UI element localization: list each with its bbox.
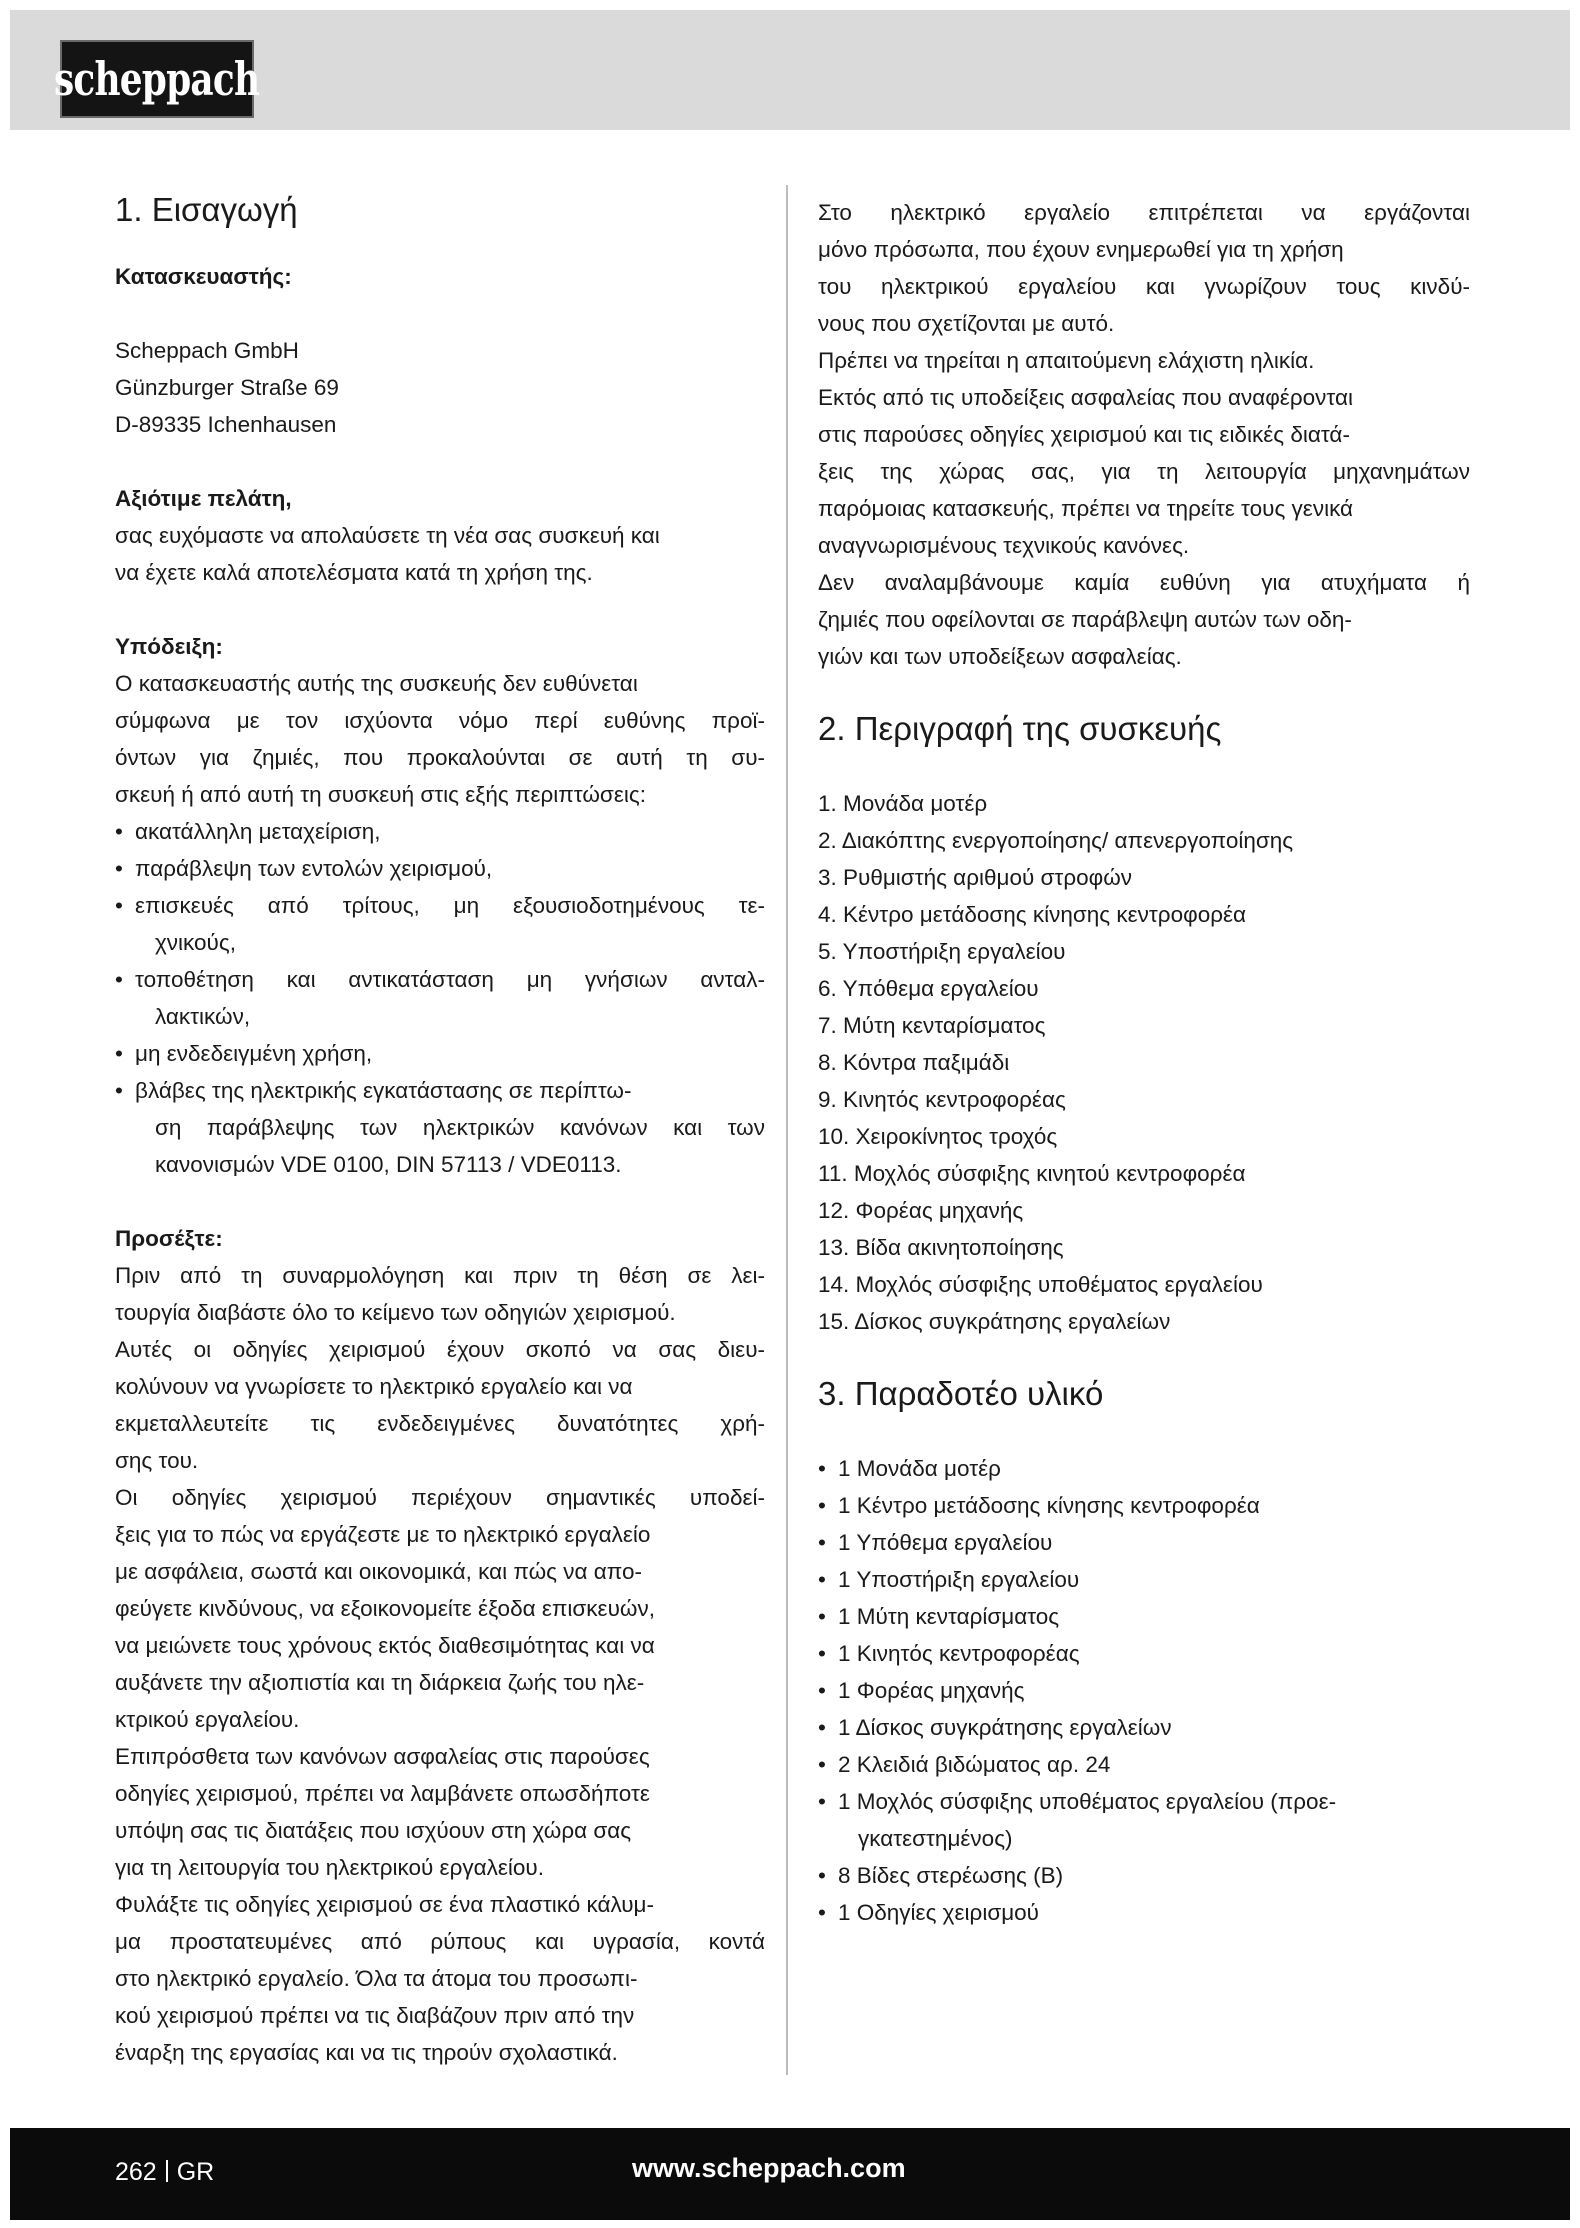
language-code: GR — [176, 2158, 215, 2186]
device-part-item: 15. Δίσκος συγκράτησης εργαλείων — [818, 1309, 1171, 1334]
delivery-item-text: 1 Μύτη κενταρίσματος — [838, 1604, 1060, 1629]
address-line: Günzburger Straße 69 — [115, 375, 339, 400]
note-bullet-text: βλάβες της ηλεκτρικής εγκατάστασης σε περίπτω- — [135, 1078, 632, 1103]
device-part-item: 8. Κόντρα παξιμάδι — [818, 1050, 1010, 1075]
delivery-item — [818, 1524, 1470, 1561]
note-bullet-text: κανονισμών VDE 0100, DIN 57113 / VDE0113. — [155, 1152, 622, 1177]
delivery-item-text: 8 Βίδες στερέωσης (B) — [838, 1863, 1064, 1888]
attention-text-line: Φυλάξτε τις οδηγίες χειρισμού σε ένα πλαστικό κάλυμ- — [115, 1892, 655, 1917]
delivery-item-text: 1 Κέντρο μετάδοσης κίνησης κεντροφορέα — [838, 1493, 1260, 1518]
note-bullet-item — [115, 1035, 765, 1072]
attention-heading: Προσέξτε: — [115, 1226, 223, 1251]
device-part-item: 10. Χειροκίνητος τροχός — [818, 1124, 1058, 1149]
attention-text-line: τουργία διαβάστε όλο το κείμενο των οδηγιών χειρισμού. — [115, 1300, 676, 1325]
attention-text-line: οδηγίες χειρισμού, πρέπει να λαμβάνετε οπωσδήποτε — [115, 1781, 650, 1806]
bullet-marker: • — [818, 1604, 826, 1629]
delivery-item — [818, 1783, 1470, 1857]
delivery-item — [818, 1635, 1470, 1672]
note-text-line: σύμφωνα με τον ισχύοντα νόμο περί ευθύνης προϊ- — [115, 708, 765, 733]
page-number: 262 — [115, 2158, 157, 2186]
delivery-item-text: 1 Μοχλός σύσφιξης υποθέματος εργαλείου (προε- — [838, 1789, 1337, 1814]
attention-text-line: εκμεταλλευτείτε τις ενδεδειγμένες δυνατότητες χρή- — [115, 1411, 765, 1436]
bullet-marker: • — [115, 1078, 123, 1103]
note-bullet-text: τοποθέτηση και αντικατάσταση μη γνήσιων ανταλ- — [135, 967, 765, 992]
customer-heading: Αξιότιμε πελάτη, — [115, 486, 292, 511]
address-line: Scheppach GmbH — [115, 338, 299, 363]
attention-text-line: Επιπρόσθετα των κανόνων ασφαλείας στις παρούσες — [115, 1744, 650, 1769]
attention-text-line: στο ηλεκτρικό εργαλείο. Όλα τα άτομα του προσωπι- — [115, 1966, 638, 1991]
bullet-marker: • — [115, 893, 123, 918]
bullet-marker: • — [818, 1789, 826, 1814]
delivery-item — [818, 1746, 1470, 1783]
delivery-item — [818, 1487, 1470, 1524]
intro-text-line: νους που σχετίζονται με αυτό. — [818, 311, 1115, 336]
attention-text-line: Αυτές οι οδηγίες χειρισμού έχουν σκοπό να σας διευ- — [115, 1337, 765, 1362]
intro-text-line: Εκτός από τις υποδείξεις ασφαλείας που αναφέρονται — [818, 385, 1353, 410]
device-part-item: 6. Υπόθεμα εργαλείου — [818, 976, 1039, 1001]
bullet-marker: • — [818, 1530, 826, 1555]
delivery-item — [818, 1450, 1470, 1487]
bullet-marker: • — [818, 1456, 826, 1481]
intro-text-line: γιών και των υποδείξεων ασφαλείας. — [818, 644, 1182, 669]
note-bullet-item — [115, 887, 765, 961]
device-part-item: 3. Ρυθμιστής αριθμού στροφών — [818, 865, 1133, 890]
note-bullet-item — [115, 813, 765, 850]
attention-text-line: αυξάνετε την αξιοπιστία και τη διάρκεια ζωής του ηλε- — [115, 1670, 645, 1695]
attention-text-line: να μειώνετε τους χρόνους εκτός διαθεσιμότητας και να — [115, 1633, 655, 1658]
note-bullet-text: παράβλεψη των εντολών χειρισμού, — [135, 856, 493, 881]
delivery-item-text: 2 Κλειδιά βιδώματος αρ. 24 — [838, 1752, 1111, 1777]
intro-text-line: Πρέπει να τηρείται η απαιτούμενη ελάχιστη ηλικία. — [818, 348, 1315, 373]
page-footer — [10, 2128, 1570, 2220]
delivery-item — [818, 1598, 1470, 1635]
left-column — [115, 190, 765, 2071]
column-divider — [786, 185, 788, 2075]
address-line: D-89335 Ichenhausen — [115, 412, 337, 437]
delivery-item — [818, 1561, 1470, 1598]
attention-text-line: Πριν από τη συναρμολόγηση και πριν τη θέση σε λει- — [115, 1263, 765, 1288]
note-bullet-text: επισκευές από τρίτους, μη εξουσιοδοτημένους τε- — [135, 893, 765, 918]
attention-text-line: υπόψη σας τις διατάξεις που ισχύουν στη χώρα σας — [115, 1818, 632, 1843]
bullet-marker: • — [818, 1900, 826, 1925]
bullet-marker: • — [115, 1041, 123, 1066]
note-text-line: Ο κατασκευαστής αυτής της συσκευής δεν ευθύνεται — [115, 671, 638, 696]
intro-text-line: ζημιές που οφείλονται σε παράβλεψη αυτών των οδη- — [818, 607, 1352, 632]
right-column — [818, 194, 1470, 1931]
delivery-item-text: 1 Φορέας μηχανής — [838, 1678, 1025, 1703]
attention-text-line: φεύγετε κινδύνους, να εξοικονομείτε έξοδα επισκευών, — [115, 1596, 655, 1621]
device-part-item: 11. Μοχλός σύσφιξης κινητού κεντροφορέα — [818, 1161, 1246, 1186]
bullet-marker: • — [818, 1752, 826, 1777]
website-link[interactable]: www.scheppach.com — [632, 2153, 906, 2183]
page-header — [10, 10, 1570, 130]
intro-text-line: παρόμοιας κατασκευής, πρέπει να τηρείτε τους γενικά — [818, 496, 1354, 521]
attention-text-line: μα προστατευμένες από ρύπους και υγρασία, κοντά — [115, 1929, 765, 1954]
attention-text-line: σης του. — [115, 1448, 199, 1473]
logo-text: scheppach — [54, 52, 260, 106]
note-bullet-item — [115, 961, 765, 1035]
device-part-item: 7. Μύτη κενταρίσματος — [818, 1013, 1046, 1038]
note-text-line: όντων για ζημιές, που προκαλούνται σε αυτή τη συ- — [115, 745, 765, 770]
bullet-marker: • — [818, 1863, 826, 1888]
device-part-item: 9. Κινητός κεντροφορέας — [818, 1087, 1066, 1112]
scheppach-logo — [54, 40, 260, 118]
attention-text-line: κού χειρισμού πρέπει να τις διαβάζουν πριν από την — [115, 2003, 635, 2028]
note-bullet-text: μη ενδεδειγμένη χρήση, — [135, 1041, 373, 1066]
bullet-marker: • — [115, 856, 123, 881]
delivery-item-text: 1 Οδηγίες χειρισμού — [838, 1900, 1039, 1925]
delivery-item — [818, 1894, 1470, 1931]
delivery-item-text: 1 Κινητός κεντροφορέας — [838, 1641, 1080, 1666]
delivery-item-text: 1 Μονάδα μοτέρ — [838, 1456, 1001, 1481]
attention-text-line: με ασφάλεια, σωστά και οικονομικά, και πώς να απο- — [115, 1559, 642, 1584]
section-2-title: 2. Περιγραφή της συσκευής — [818, 710, 1222, 747]
delivery-item — [818, 1672, 1470, 1709]
bullet-marker: • — [818, 1678, 826, 1703]
delivery-item — [818, 1709, 1470, 1746]
attention-text-line: ξεις για το πώς να εργάζεστε με το ηλεκτρικό εργαλείο — [115, 1522, 651, 1547]
bullet-marker: • — [818, 1567, 826, 1592]
attention-text-line: Οι οδηγίες χειρισμού περιέχουν σημαντικές υποδεί- — [115, 1485, 765, 1510]
device-part-item: 12. Φορέας μηχανής — [818, 1198, 1024, 1223]
bullet-marker: • — [818, 1715, 826, 1740]
note-bullet-text: χνικούς, — [155, 930, 236, 955]
device-part-item: 1. Μονάδα μοτέρ — [818, 791, 988, 816]
bullet-marker: • — [818, 1641, 826, 1666]
section-1-title: 1. Εισαγωγή — [115, 191, 298, 228]
intro-text-line: ξεις της χώρας σας, για τη λειτουργία μηχανημάτων — [818, 459, 1470, 484]
attention-text-line: για τη λειτουργία του ηλεκτρικού εργαλείου. — [115, 1855, 544, 1880]
device-part-item: 14. Μοχλός σύσφιξης υποθέματος εργαλείου — [818, 1272, 1263, 1297]
intro-text-line: του ηλεκτρικού εργαλείου και γνωρίζουν τους κινδύ- — [818, 274, 1470, 299]
device-part-item: 5. Υποστήριξη εργαλείου — [818, 939, 1066, 964]
note-bullet-text: ακατάλληλη μεταχείριση, — [135, 819, 381, 844]
note-bullet-item — [115, 850, 765, 887]
attention-text-line: κολύνουν να γνωρίσετε το ηλεκτρικό εργαλείο και να — [115, 1374, 633, 1399]
delivery-item-text: 1 Υποστήριξη εργαλείου — [838, 1567, 1080, 1592]
bullet-marker: • — [115, 967, 123, 992]
intro-text-line: αναγνωρισμένους τεχνικούς κανόνες. — [818, 533, 1190, 558]
delivery-item-text: 1 Υπόθεμα εργαλείου — [838, 1530, 1053, 1555]
bullet-marker: • — [115, 819, 123, 844]
intro-text-line: μόνο πρόσωπα, που έχουν ενημερωθεί για τη χρήση — [818, 237, 1344, 262]
attention-text-line: κτρικού εργαλείου. — [115, 1707, 300, 1732]
bullet-marker: • — [818, 1493, 826, 1518]
device-part-item: 13. Βίδα ακινητοποίησης — [818, 1235, 1064, 1260]
page-indicator — [115, 2154, 214, 2190]
delivery-item-text: γκατεστημένος) — [858, 1826, 1013, 1851]
section-3-title: 3. Παραδοτέο υλικό — [818, 1375, 1104, 1412]
note-bullet-item — [115, 1072, 765, 1183]
intro-text-line: Στο ηλεκτρικό εργαλείο επιτρέπεται να εργάζονται — [818, 200, 1470, 225]
delivery-item — [818, 1857, 1470, 1894]
customer-text-line: να έχετε καλά αποτελέσματα κατά τη χρήση της. — [115, 560, 593, 585]
note-text-line: σκευή ή από αυτή τη συσκευή στις εξής περιπτώσεις: — [115, 782, 646, 807]
note-heading: Υπόδειξη: — [115, 634, 223, 659]
intro-text-line: Δεν αναλαμβάνουμε καμία ευθύνη για ατυχήματα ή — [818, 570, 1470, 595]
manufacturer-heading: Κατασκευαστής: — [115, 264, 292, 289]
device-part-item: 2. Διακόπτης ενεργοποίησης/ απενεργοποίησης — [818, 828, 1294, 853]
intro-text-line: στις παρούσες οδηγίες χειρισμού και τις ειδικές διατά- — [818, 422, 1350, 447]
note-bullet-text: λακτικών, — [155, 1004, 251, 1029]
device-part-item: 4. Κέντρο μετάδοσης κίνησης κεντροφορέα — [818, 902, 1247, 927]
customer-text-line: σας ευχόμαστε να απολαύσετε τη νέα σας συσκευή και — [115, 523, 660, 548]
delivery-item-text: 1 Δίσκος συγκράτησης εργαλείων — [838, 1715, 1172, 1740]
page-separator — [166, 2160, 168, 2182]
note-bullet-text: ση παράβλεψης των ηλεκτρικών κανόνων και των — [155, 1115, 765, 1140]
attention-text-line: έναρξη της εργασίας και να τις τηρούν σχολαστικά. — [115, 2040, 618, 2065]
